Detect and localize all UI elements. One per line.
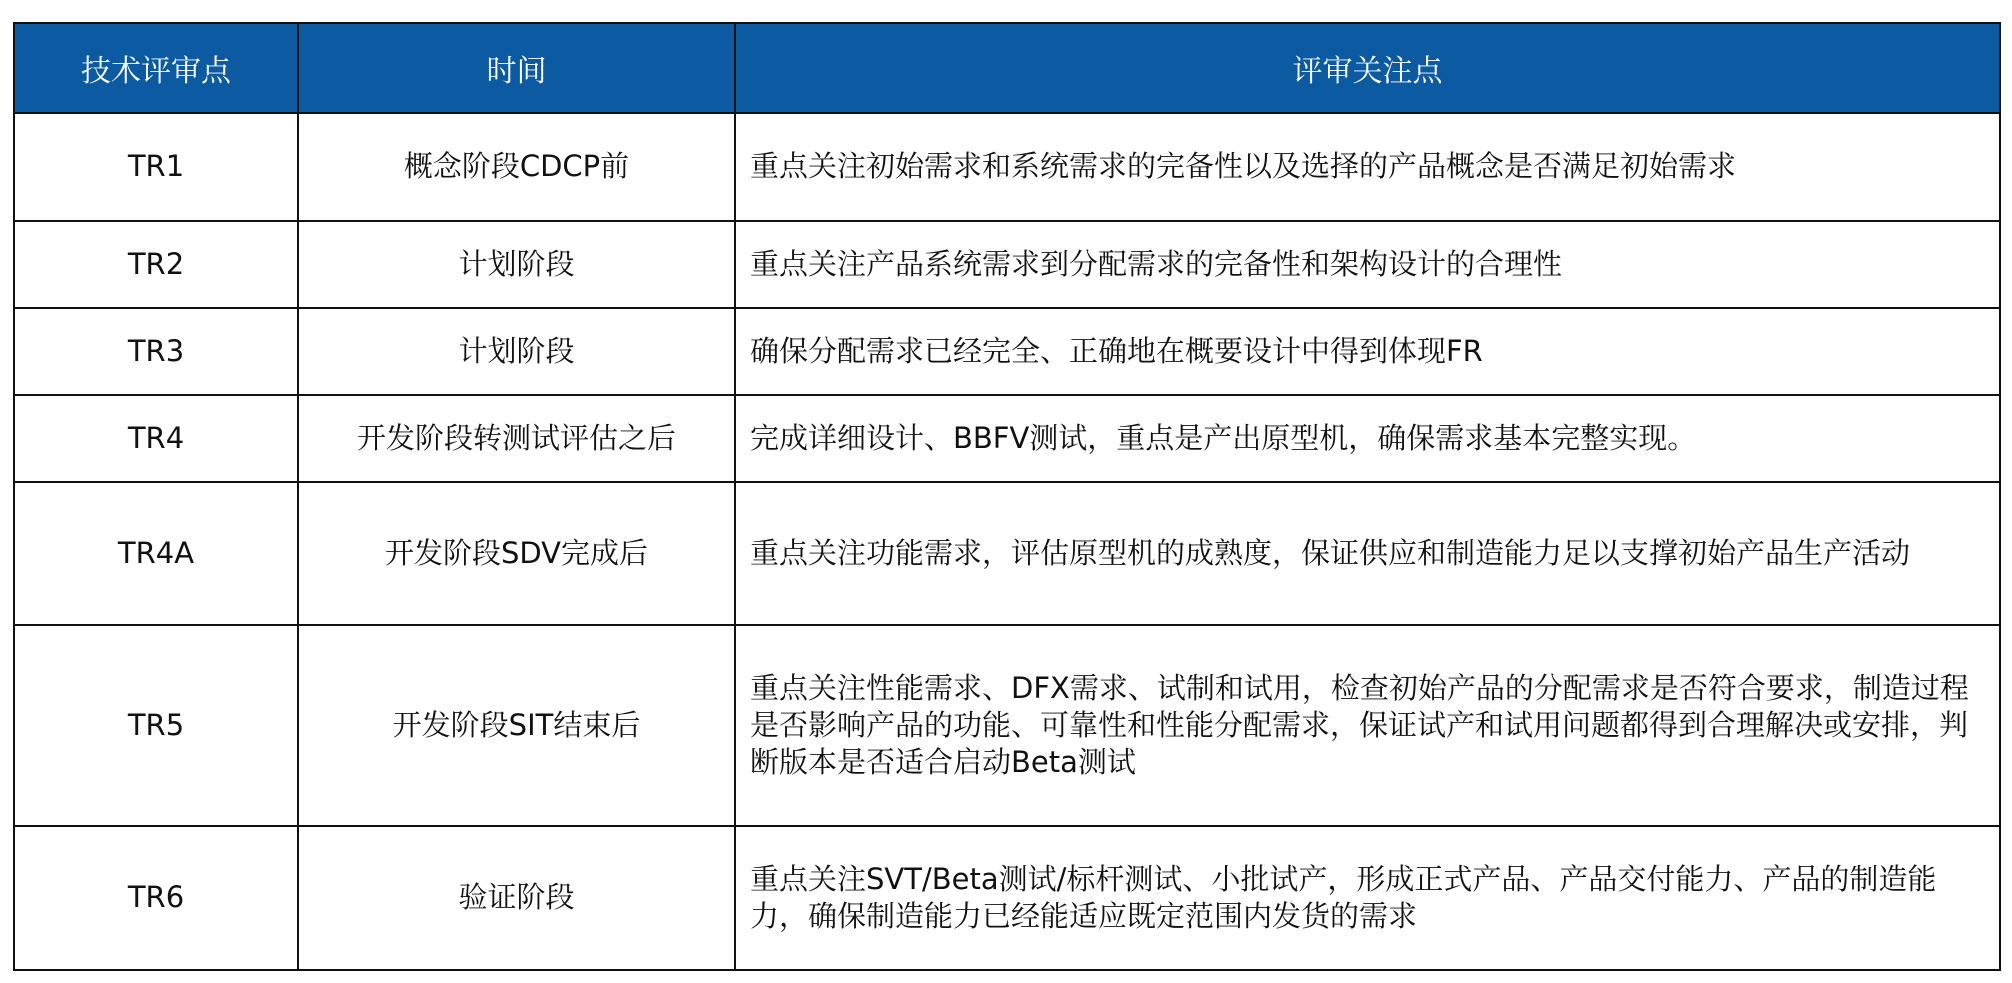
time-cell: 开发阶段SDV完成后 — [298, 482, 735, 625]
time-cell: 概念阶段CDCP前 — [298, 113, 735, 221]
focus-cell: 重点关注初始需求和系统需求的完备性以及选择的产品概念是否满足初始需求 — [735, 113, 2000, 221]
technical-review-table-container — [13, 22, 2001, 971]
table-row — [14, 826, 2000, 970]
focus-cell: 重点关注产品系统需求到分配需求的完备性和架构设计的合理性 — [735, 221, 2000, 308]
table-row — [14, 308, 2000, 395]
time-cell: 验证阶段 — [298, 826, 735, 970]
review-point-cell: TR3 — [14, 308, 298, 395]
table-header-row — [14, 23, 2000, 113]
review-point-cell: TR4A — [14, 482, 298, 625]
review-point-cell: TR6 — [14, 826, 298, 970]
table-row — [14, 395, 2000, 482]
table-row — [14, 482, 2000, 625]
table-row — [14, 221, 2000, 308]
focus-cell: 重点关注SVT/Beta测试/标杆测试、小批试产，形成正式产品、产品交付能力、产品的制造能力，确保制造能力已经能适应既定范围内发货的需求 — [735, 826, 2000, 970]
header-review-point: 技术评审点 — [14, 23, 298, 113]
time-cell: 开发阶段SIT结束后 — [298, 625, 735, 826]
table-row — [14, 625, 2000, 826]
review-point-cell: TR4 — [14, 395, 298, 482]
focus-cell: 完成详细设计、BBFV测试，重点是产出原型机，确保需求基本完整实现。 — [735, 395, 2000, 482]
focus-cell: 重点关注功能需求，评估原型机的成熟度，保证供应和制造能力足以支撑初始产品生产活动 — [735, 482, 2000, 625]
header-review-focus: 评审关注点 — [735, 23, 2000, 113]
time-cell: 计划阶段 — [298, 308, 735, 395]
focus-cell: 确保分配需求已经完全、正确地在概要设计中得到体现FR — [735, 308, 2000, 395]
time-cell: 计划阶段 — [298, 221, 735, 308]
review-point-cell: TR2 — [14, 221, 298, 308]
focus-cell: 重点关注性能需求、DFX需求、试制和试用，检查初始产品的分配需求是否符合要求，制造过程是否影响产品的功能、可靠性和性能分配需求，保证试产和试用问题都得到合理解决或安排，判断版本是否适合启动Beta测试 — [735, 625, 2000, 826]
table-row — [14, 113, 2000, 221]
review-point-cell: TR5 — [14, 625, 298, 826]
header-time: 时间 — [298, 23, 735, 113]
time-cell: 开发阶段转测试评估之后 — [298, 395, 735, 482]
technical-review-table — [13, 22, 2001, 971]
review-point-cell: TR1 — [14, 113, 298, 221]
